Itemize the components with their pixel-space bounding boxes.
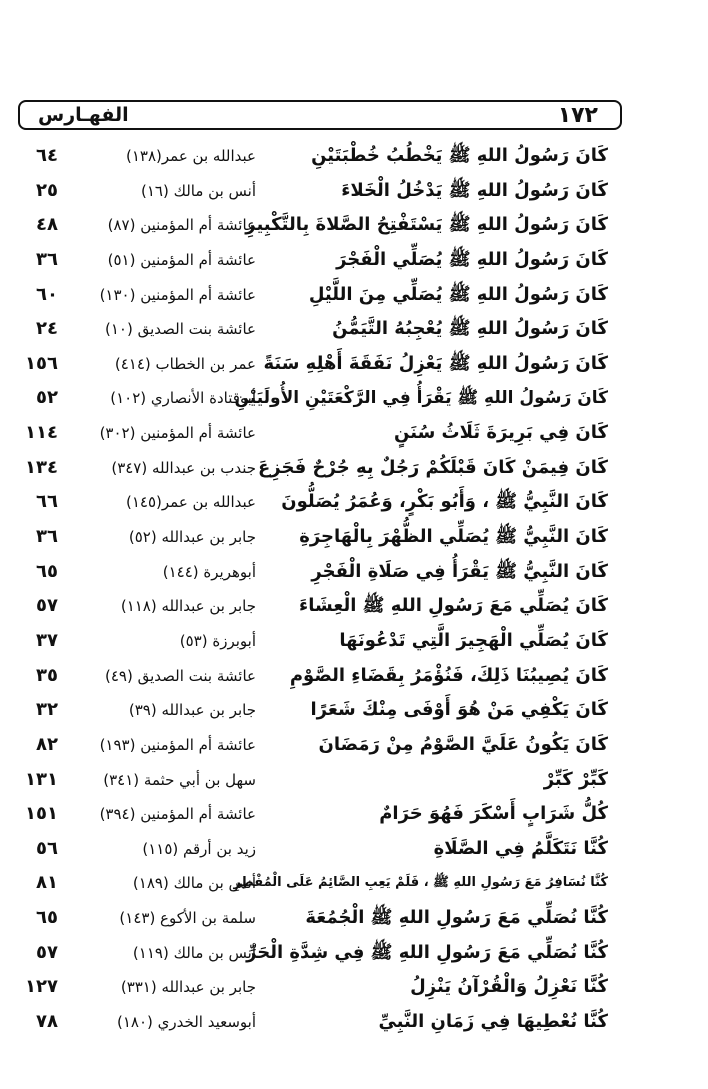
hadith-text: كَانَ يُصَلِّي الْهَجِيرَ الَّتِي تَدْعُونَهَا xyxy=(339,629,608,651)
index-row xyxy=(0,485,708,520)
index-row xyxy=(0,208,708,243)
narrator-reference: أبوبرزة (٥٣) xyxy=(179,631,256,650)
index-row xyxy=(0,659,708,694)
page-reference: ٧٨ xyxy=(36,1011,58,1033)
narrator-reference: جابر بن عبدالله (٣٣١) xyxy=(120,978,256,997)
hadith-text: كَانَ رَسُولُ اللهِ ﷺ يُصَلِّي مِنَ اللَّيْلِ xyxy=(308,283,608,305)
page-reference: ٥٦ xyxy=(36,837,58,859)
narrator-reference: عائشة بنت الصديق (١٠) xyxy=(105,320,256,339)
narrator-reference: سلمة بن الأكوع (١٤٣) xyxy=(119,909,256,928)
page-reference: ٦٦ xyxy=(36,491,58,513)
hadith-text: كَانَ رَسُولُ اللهِ ﷺ يَعْزِلُ نَفَقَةَ أَهْلِهِ سَنَةً xyxy=(263,352,608,374)
narrator-reference: أنس بن مالك (١١٩) xyxy=(132,943,256,962)
page-reference: ٤٨ xyxy=(36,214,58,236)
narrator-reference: عائشة أم المؤمنين (٨٧) xyxy=(107,216,256,235)
index-row xyxy=(0,347,708,382)
hadith-text: كَبِّرْ كَبِّرْ xyxy=(543,768,608,790)
index-row xyxy=(0,278,708,313)
hadith-text: كَانَ فِي بَرِيرَةَ ثَلَاثُ سُنَنٍ xyxy=(394,422,608,444)
narrator-reference: عمر بن الخطاب (٤١٤) xyxy=(114,354,256,373)
narrator-reference: عائشة أم المؤمنين (٣٩٤) xyxy=(99,805,256,824)
narrator-reference: سهل بن أبي حثمة (٣٤١) xyxy=(103,770,256,789)
hadith-text: كَانَ رَسُولُ اللهِ ﷺ يُصَلِّي الْفَجْرَ xyxy=(336,248,608,270)
page-reference: ٣٢ xyxy=(36,699,58,721)
page-reference: ٦٥ xyxy=(36,907,58,929)
narrator-reference: عبدالله بن عمر(١٤٥) xyxy=(125,493,256,512)
index-row xyxy=(0,728,708,763)
hadith-text: كُلُّ شَرَابٍ أَسْكَرَ فَهُوَ حَرَامٌ xyxy=(379,803,608,825)
page-reference: ١٣٤ xyxy=(25,456,58,478)
narrator-reference: جابر بن عبدالله (١١٨) xyxy=(120,597,256,616)
hadith-text: كَانَ رَسُولُ اللهِ ﷺ يَسْتَفْتِحُ الصَّلاةَ بِالتَّكْبِيرِ xyxy=(245,214,608,236)
hadith-text: كَانَ رَسُولُ اللهِ ﷺ يَقْرَأُ فِي الرَّكْعَتَيْنِ الأُولَيَيْنِ xyxy=(234,388,608,409)
page-reference: ٣٦ xyxy=(36,248,58,270)
hadith-text: كَانَ يُصِيبُنَا ذَلِكَ، فَنُؤْمَرُ بِقَضَاءِ الصَّوْمِ xyxy=(289,664,608,686)
narrator-reference: أبوسعيد الخدري (١٨٠) xyxy=(117,1013,256,1032)
page-reference: ١٣١ xyxy=(25,768,58,790)
page-number: ١٧٢ xyxy=(557,103,598,128)
index-row xyxy=(0,174,708,209)
index-row xyxy=(0,936,708,971)
narrator-reference: أبوهريرة (١٤٤) xyxy=(162,562,256,581)
index-row xyxy=(0,866,708,901)
narrator-reference: عائشة أم المؤمنين (١٣٠) xyxy=(99,285,256,304)
index-row xyxy=(0,589,708,624)
index-row xyxy=(0,243,708,278)
page-reference: ٥٢ xyxy=(36,387,58,409)
narrator-reference: عبدالله بن عمر(١٣٨) xyxy=(125,147,256,165)
hadith-text: كُنَّا نُسَافِرُ مَعَ رَسُولِ اللهِ ﷺ ، فَلَمْ يَعِبِ الصَّائِمُ عَلَى الْمُفْطِرِ xyxy=(233,875,608,891)
page-reference: ٦٤ xyxy=(36,145,58,166)
hadith-text: كَانَ فِيمَنْ كَانَ قَبْلَكُمْ رَجُلٌ بِهِ جُرْحٌ فَجَزِعَ xyxy=(258,456,608,478)
hadith-text: كَانَ النَّبِيُّ ﷺ ، وَأَبُو بَكْرٍ، وَعُمَرُ يُصَلُّونَ xyxy=(281,491,608,513)
index-row xyxy=(0,1005,708,1040)
index-row xyxy=(0,693,708,728)
page-reference: ٣٥ xyxy=(36,664,58,686)
hadith-text: كَانَ رَسُولُ اللهِ ﷺ يَخْطُبُ خُطْبَتَيْنِ xyxy=(311,145,608,166)
index-row xyxy=(0,381,708,416)
page-reference: ١٥٦ xyxy=(25,352,58,374)
index-row xyxy=(0,416,708,451)
hadith-text: كَانَ يَكُونُ عَلَيَّ الصَّوْمُ مِنْ رَمَضَانَ xyxy=(318,733,608,755)
hadith-text: كَانَ رَسُولُ اللهِ ﷺ يَدْخُلُ الْخَلاءَ xyxy=(341,179,608,201)
page-reference: ١٢٧ xyxy=(25,976,58,998)
index-row xyxy=(0,901,708,936)
index-row xyxy=(0,763,708,798)
index-row xyxy=(0,970,708,1005)
index-list xyxy=(0,139,708,1040)
narrator-reference: أبوقتادة الأنصاري (١٠٢) xyxy=(110,389,256,408)
narrator-reference: عائشة أم المؤمنين (١٩٣) xyxy=(99,735,256,754)
hadith-text: كُنَّا نُصَلِّي مَعَ رَسُولِ اللهِ ﷺ الْجُمُعَةَ xyxy=(305,907,608,929)
page-reference: ١٥١ xyxy=(25,803,58,825)
page-reference: ٨١ xyxy=(36,872,58,894)
narrator-reference: جابر بن عبدالله (٥٢) xyxy=(128,528,256,547)
hadith-text: كُنَّا نَتَكَلَّمُ فِي الصَّلَاةِ xyxy=(433,837,608,859)
narrator-reference: أنس بن مالك (١٦) xyxy=(140,181,256,200)
index-row xyxy=(0,139,708,174)
page-reference: ٥٧ xyxy=(36,595,58,617)
hadith-text: كَانَ النَّبِيُّ ﷺ يُصَلِّي الظُّهْرَ بِالْهَاجِرَةِ xyxy=(299,526,608,548)
section-title: الفهـارس xyxy=(38,104,129,126)
hadith-text: كَانَ النَّبِيُّ ﷺ يَقْرَأُ فِي صَلَاةِ الْفَجْرِ xyxy=(311,560,608,582)
narrator-reference: جابر بن عبدالله (٣٩) xyxy=(128,701,256,720)
narrator-reference: أنس بن مالك (١٨٩) xyxy=(132,874,256,893)
hadith-text: كَانَ رَسُولُ اللهِ ﷺ يُعْجِبُهُ التَّيَمُّنُ xyxy=(332,318,608,340)
page-reference: ٣٧ xyxy=(36,629,58,651)
hadith-text: كُنَّا نَعْزِلُ وَالْقُرْآنُ يَنْزِلُ xyxy=(410,976,608,998)
narrator-reference: جندب بن عبدالله (٣٤٧) xyxy=(111,458,256,477)
index-row xyxy=(0,451,708,486)
page-reference: ٣٦ xyxy=(36,526,58,548)
index-row xyxy=(0,312,708,347)
hadith-text: كُنَّا نُصَلِّي مَعَ رَسُولِ اللهِ ﷺ فِي شِدَّةِ الْحَرِّ xyxy=(246,941,608,963)
narrator-reference: زيد بن أرقم (١١٥) xyxy=(142,839,256,858)
narrator-reference: عائشة أم المؤمنين (٥١) xyxy=(107,250,256,269)
hadith-text: كُنَّا نُعْطِيهَا فِي زَمَانِ النَّبِيِّ xyxy=(378,1011,608,1033)
page-reference: ٦٥ xyxy=(36,560,58,582)
index-row xyxy=(0,520,708,555)
index-row xyxy=(0,555,708,590)
narrator-reference: عائشة بنت الصديق (٤٩) xyxy=(105,666,256,685)
page-reference: ٢٤ xyxy=(36,318,58,340)
page-reference: ٦٠ xyxy=(36,283,58,305)
index-row xyxy=(0,624,708,659)
page-reference: ١١٤ xyxy=(25,422,58,444)
hadith-text: كَانَ يُصَلِّي مَعَ رَسُولِ اللهِ ﷺ الْعِشَاءَ xyxy=(299,595,608,617)
hadith-text: كَانَ يَكْفِي مَنْ هُوَ أَوْفَى مِنْكَ شَعَرًا xyxy=(310,699,608,721)
page-reference: ٢٥ xyxy=(36,179,58,201)
index-row xyxy=(0,832,708,867)
page-header xyxy=(18,100,622,130)
index-row xyxy=(0,797,708,832)
page-reference: ٥٧ xyxy=(36,941,58,963)
narrator-reference: عائشة أم المؤمنين (٣٠٢) xyxy=(99,424,256,443)
page-reference: ٨٢ xyxy=(36,733,58,755)
